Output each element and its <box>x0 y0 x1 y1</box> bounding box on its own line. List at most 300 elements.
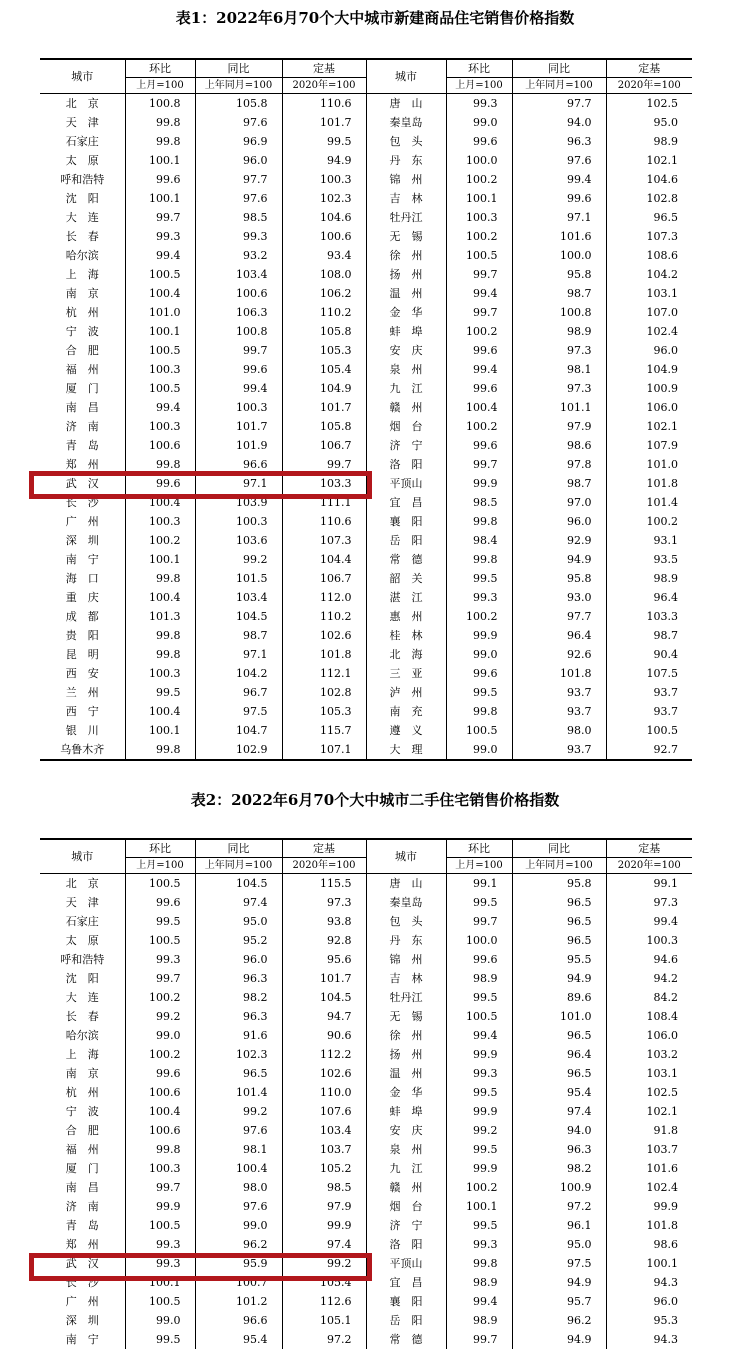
fixed-value-2: 107.5 <box>606 664 692 683</box>
mom-value: 100.1 <box>125 721 195 740</box>
fixed-value-2: 84.2 <box>606 988 692 1007</box>
mom-value-2: 99.3 <box>446 1064 512 1083</box>
yoy-value-2: 95.8 <box>512 569 606 588</box>
table-row <box>40 607 692 626</box>
yoy-value-2: 94.9 <box>512 1330 606 1349</box>
yoy-value: 97.6 <box>195 1121 282 1140</box>
city-name-2: 安 庆 <box>366 341 446 360</box>
yoy-value: 97.1 <box>195 645 282 664</box>
city-name: 石家庄 <box>40 132 125 151</box>
mom-value: 100.1 <box>125 550 195 569</box>
mom-value-2: 99.6 <box>446 341 512 360</box>
mom-value: 100.6 <box>125 1121 195 1140</box>
city-name: 厦 门 <box>40 379 125 398</box>
yoy-value: 96.9 <box>195 132 282 151</box>
table-row <box>40 170 692 189</box>
mom-value: 100.6 <box>125 1083 195 1102</box>
table-row <box>40 322 692 341</box>
fixed-value: 101.7 <box>282 398 366 417</box>
fixed-value-2: 98.7 <box>606 626 692 645</box>
yoy-value-2: 92.6 <box>512 645 606 664</box>
fixed-value: 108.0 <box>282 265 366 284</box>
fixed-value-2: 102.1 <box>606 1102 692 1121</box>
yoy-value: 97.7 <box>195 170 282 189</box>
mom-value-2: 99.3 <box>446 588 512 607</box>
city-name: 天 津 <box>40 893 125 912</box>
mom-value-2: 99.8 <box>446 702 512 721</box>
city-name: 银 川 <box>40 721 125 740</box>
table-row <box>40 1178 692 1197</box>
fixed-value: 97.9 <box>282 1197 366 1216</box>
header-yoy: 同比 <box>195 839 282 858</box>
yoy-value-2: 97.3 <box>512 379 606 398</box>
table-row <box>40 189 692 208</box>
header-mom: 环比 <box>125 59 195 78</box>
yoy-value-2: 93.7 <box>512 740 606 760</box>
header-fixed-2: 定基 <box>606 839 692 858</box>
mom-value: 100.2 <box>125 988 195 1007</box>
mom-value: 100.3 <box>125 664 195 683</box>
fixed-value: 105.3 <box>282 341 366 360</box>
yoy-value-2: 97.8 <box>512 455 606 474</box>
header-yoy: 同比 <box>195 59 282 78</box>
fixed-value-2: 93.1 <box>606 531 692 550</box>
city-name: 太 原 <box>40 151 125 170</box>
yoy-value-2: 100.0 <box>512 246 606 265</box>
mom-value-2: 99.7 <box>446 1330 512 1349</box>
table-row <box>40 1102 692 1121</box>
mom-value-2: 100.2 <box>446 227 512 246</box>
fixed-value: 104.9 <box>282 379 366 398</box>
yoy-value-2: 97.6 <box>512 151 606 170</box>
yoy-value-2: 96.5 <box>512 1026 606 1045</box>
fixed-value: 97.2 <box>282 1330 366 1349</box>
header-yoy-base-2: 上年同月=100 <box>512 858 606 874</box>
fixed-value: 93.4 <box>282 246 366 265</box>
fixed-value-2: 101.8 <box>606 1216 692 1235</box>
header-yoy-base-2: 上年同月=100 <box>512 78 606 94</box>
city-name-2: 唐 山 <box>366 874 446 894</box>
fixed-value: 97.3 <box>282 893 366 912</box>
city-name-2: 遵 义 <box>366 721 446 740</box>
mom-value: 101.3 <box>125 607 195 626</box>
city-name: 广 州 <box>40 512 125 531</box>
mom-value-2: 99.4 <box>446 1292 512 1311</box>
mom-value: 99.8 <box>125 1140 195 1159</box>
fixed-value-2: 108.4 <box>606 1007 692 1026</box>
yoy-value: 100.6 <box>195 284 282 303</box>
yoy-value: 101.5 <box>195 569 282 588</box>
yoy-value-2: 95.8 <box>512 874 606 894</box>
yoy-value-2: 94.0 <box>512 113 606 132</box>
table-row <box>40 683 692 702</box>
table-row <box>40 740 692 760</box>
city-name-2: 三 亚 <box>366 664 446 683</box>
yoy-value-2: 98.9 <box>512 322 606 341</box>
mom-value-2: 99.8 <box>446 512 512 531</box>
yoy-value-2: 97.0 <box>512 493 606 512</box>
table-row <box>40 912 692 931</box>
fixed-value-2: 96.0 <box>606 1292 692 1311</box>
highlight-box-wuhan-second-hand <box>29 1253 372 1281</box>
mom-value-2: 99.5 <box>446 893 512 912</box>
mom-value-2: 99.1 <box>446 874 512 894</box>
yoy-value: 102.9 <box>195 740 282 760</box>
table-row <box>40 1007 692 1026</box>
city-name-2: 平顶山 <box>366 1254 446 1273</box>
yoy-value: 98.1 <box>195 1140 282 1159</box>
yoy-value-2: 96.0 <box>512 512 606 531</box>
yoy-value-2: 101.8 <box>512 664 606 683</box>
city-name-2: 丹 东 <box>366 151 446 170</box>
fixed-value-2: 100.9 <box>606 379 692 398</box>
fixed-value: 102.6 <box>282 1064 366 1083</box>
yoy-value-2: 94.9 <box>512 1273 606 1292</box>
fixed-value: 105.2 <box>282 1159 366 1178</box>
city-name: 北 京 <box>40 874 125 894</box>
fixed-value: 103.7 <box>282 1140 366 1159</box>
table1-body <box>40 94 692 761</box>
yoy-value: 106.3 <box>195 303 282 322</box>
table-row <box>40 151 692 170</box>
city-name-2: 烟 台 <box>366 417 446 436</box>
city-name: 南 宁 <box>40 1330 125 1349</box>
fixed-value-2: 104.9 <box>606 360 692 379</box>
fixed-value: 110.6 <box>282 94 366 114</box>
fixed-value-2: 96.0 <box>606 341 692 360</box>
mom-value: 99.8 <box>125 113 195 132</box>
fixed-value: 112.1 <box>282 664 366 683</box>
mom-value: 100.5 <box>125 265 195 284</box>
mom-value-2: 100.2 <box>446 607 512 626</box>
city-name-2: 赣 州 <box>366 1178 446 1197</box>
mom-value: 99.8 <box>125 569 195 588</box>
city-name: 天 津 <box>40 113 125 132</box>
yoy-value: 99.2 <box>195 1102 282 1121</box>
header-fixed-base: 2020年=100 <box>282 858 366 874</box>
mom-value: 99.6 <box>125 170 195 189</box>
city-name: 沈 阳 <box>40 189 125 208</box>
city-name: 杭 州 <box>40 1083 125 1102</box>
fixed-value-2: 98.9 <box>606 569 692 588</box>
city-name: 青 岛 <box>40 436 125 455</box>
fixed-value: 115.5 <box>282 874 366 894</box>
city-name-2: 徐 州 <box>366 246 446 265</box>
table-row <box>40 1026 692 1045</box>
fixed-value-2: 101.0 <box>606 455 692 474</box>
city-name-2: 吉 林 <box>366 969 446 988</box>
yoy-value-2: 89.6 <box>512 988 606 1007</box>
yoy-value: 101.7 <box>195 417 282 436</box>
city-name: 沈 阳 <box>40 969 125 988</box>
yoy-value: 100.3 <box>195 512 282 531</box>
mom-value: 99.8 <box>125 626 195 645</box>
fixed-value: 101.8 <box>282 645 366 664</box>
fixed-value-2: 108.6 <box>606 246 692 265</box>
header-mom-2: 环比 <box>446 839 512 858</box>
header-city-2: 城市 <box>366 59 446 94</box>
city-name-2: 包 头 <box>366 912 446 931</box>
city-name: 贵 阳 <box>40 626 125 645</box>
table-row <box>40 1311 692 1330</box>
city-name: 南 昌 <box>40 398 125 417</box>
yoy-value: 95.2 <box>195 931 282 950</box>
city-name: 西 安 <box>40 664 125 683</box>
mom-value: 101.0 <box>125 303 195 322</box>
header-city-2: 城市 <box>366 839 446 874</box>
table-row <box>40 988 692 1007</box>
table-row <box>40 1121 692 1140</box>
yoy-value: 100.3 <box>195 398 282 417</box>
fixed-value-2: 93.7 <box>606 683 692 702</box>
mom-value: 100.5 <box>125 379 195 398</box>
fixed-value: 107.1 <box>282 740 366 760</box>
city-name: 石家庄 <box>40 912 125 931</box>
yoy-value-2: 97.3 <box>512 341 606 360</box>
city-name-2: 泸 州 <box>366 683 446 702</box>
city-name: 南 宁 <box>40 550 125 569</box>
mom-value: 100.2 <box>125 1045 195 1064</box>
city-name-2: 牡丹江 <box>366 988 446 1007</box>
city-name: 合 肥 <box>40 1121 125 1140</box>
mom-value: 99.6 <box>125 893 195 912</box>
city-name-2: 襄 阳 <box>366 512 446 531</box>
mom-value-2: 98.9 <box>446 1273 512 1292</box>
mom-value: 99.0 <box>125 1026 195 1045</box>
fixed-value: 110.0 <box>282 1083 366 1102</box>
city-name-2: 济 宁 <box>366 1216 446 1235</box>
city-name: 济 南 <box>40 417 125 436</box>
header-mom-base: 上月=100 <box>125 78 195 94</box>
mom-value-2: 99.6 <box>446 950 512 969</box>
yoy-value-2: 95.0 <box>512 1235 606 1254</box>
table-row <box>40 398 692 417</box>
mom-value-2: 100.2 <box>446 170 512 189</box>
mom-value-2: 100.5 <box>446 1007 512 1026</box>
city-name-2: 扬 州 <box>366 1045 446 1064</box>
fixed-value: 111.1 <box>282 493 366 512</box>
yoy-value: 102.3 <box>195 1045 282 1064</box>
yoy-value: 97.4 <box>195 893 282 912</box>
city-name: 上 海 <box>40 265 125 284</box>
city-name: 太 原 <box>40 931 125 950</box>
yoy-value-2: 101.0 <box>512 1007 606 1026</box>
fixed-value: 107.6 <box>282 1102 366 1121</box>
mom-value-2: 99.7 <box>446 455 512 474</box>
mom-value-2: 99.4 <box>446 360 512 379</box>
yoy-value: 97.1 <box>195 474 282 493</box>
fixed-value: 93.8 <box>282 912 366 931</box>
table-row <box>40 132 692 151</box>
table-row <box>40 1140 692 1159</box>
header-fixed-base-2: 2020年=100 <box>606 858 692 874</box>
city-name: 成 都 <box>40 607 125 626</box>
table-row <box>40 645 692 664</box>
city-name-2: 蚌 埠 <box>366 322 446 341</box>
table-row <box>40 1197 692 1216</box>
fixed-value: 110.6 <box>282 512 366 531</box>
yoy-value-2: 97.5 <box>512 1254 606 1273</box>
mom-value: 99.9 <box>125 1197 195 1216</box>
mom-value-2: 100.0 <box>446 151 512 170</box>
yoy-value-2: 101.6 <box>512 227 606 246</box>
yoy-value-2: 98.2 <box>512 1159 606 1178</box>
header-city: 城市 <box>40 839 125 874</box>
yoy-value-2: 94.9 <box>512 550 606 569</box>
fixed-value: 98.5 <box>282 1178 366 1197</box>
fixed-value: 92.8 <box>282 931 366 950</box>
city-name: 郑 州 <box>40 455 125 474</box>
mom-value-2: 100.4 <box>446 398 512 417</box>
yoy-value-2: 96.2 <box>512 1311 606 1330</box>
fixed-value: 115.7 <box>282 721 366 740</box>
yoy-value-2: 99.4 <box>512 170 606 189</box>
mom-value: 100.1 <box>125 151 195 170</box>
mom-value: 99.4 <box>125 246 195 265</box>
table-row <box>40 702 692 721</box>
header-fixed: 定基 <box>282 59 366 78</box>
yoy-value: 100.4 <box>195 1159 282 1178</box>
yoy-value-2: 96.1 <box>512 1216 606 1235</box>
table-row <box>40 208 692 227</box>
yoy-value: 97.6 <box>195 189 282 208</box>
city-name: 哈尔滨 <box>40 1026 125 1045</box>
fixed-value: 105.4 <box>282 360 366 379</box>
fixed-value: 102.6 <box>282 626 366 645</box>
city-name-2: 温 州 <box>366 284 446 303</box>
table-row <box>40 512 692 531</box>
city-name-2: 南 充 <box>366 702 446 721</box>
city-name-2: 洛 阳 <box>366 1235 446 1254</box>
fixed-value: 95.6 <box>282 950 366 969</box>
yoy-value-2: 96.4 <box>512 1045 606 1064</box>
fixed-value-2: 101.4 <box>606 493 692 512</box>
city-name-2: 锦 州 <box>366 170 446 189</box>
yoy-value-2: 101.1 <box>512 398 606 417</box>
mom-value-2: 100.1 <box>446 189 512 208</box>
fixed-value: 94.7 <box>282 1007 366 1026</box>
fixed-value: 112.6 <box>282 1292 366 1311</box>
city-name-2: 平顶山 <box>366 474 446 493</box>
mom-value: 100.5 <box>125 1292 195 1311</box>
mom-value: 99.5 <box>125 1330 195 1349</box>
mom-value-2: 99.8 <box>446 1254 512 1273</box>
table-row <box>40 284 692 303</box>
mom-value-2: 99.5 <box>446 1083 512 1102</box>
fixed-value-2: 101.6 <box>606 1159 692 1178</box>
fixed-value: 112.0 <box>282 588 366 607</box>
mom-value-2: 99.9 <box>446 474 512 493</box>
yoy-value-2: 96.3 <box>512 1140 606 1159</box>
mom-value-2: 100.3 <box>446 208 512 227</box>
mom-value-2: 100.2 <box>446 417 512 436</box>
fixed-value-2: 100.3 <box>606 931 692 950</box>
fixed-value-2: 95.3 <box>606 1311 692 1330</box>
city-name: 厦 门 <box>40 1159 125 1178</box>
yoy-value: 96.6 <box>195 1311 282 1330</box>
city-name: 青 岛 <box>40 1216 125 1235</box>
mom-value: 99.4 <box>125 398 195 417</box>
city-name-2: 北 海 <box>366 645 446 664</box>
header-fixed-2: 定基 <box>606 59 692 78</box>
fixed-value: 100.3 <box>282 170 366 189</box>
mom-value-2: 99.6 <box>446 132 512 151</box>
mom-value-2: 99.7 <box>446 303 512 322</box>
fixed-value-2: 103.3 <box>606 607 692 626</box>
mom-value-2: 100.1 <box>446 1197 512 1216</box>
table-row <box>40 360 692 379</box>
header-yoy-base: 上年同月=100 <box>195 858 282 874</box>
fixed-value: 104.6 <box>282 208 366 227</box>
table-row <box>40 1292 692 1311</box>
mom-value: 99.5 <box>125 683 195 702</box>
yoy-value-2: 98.6 <box>512 436 606 455</box>
city-name-2: 韶 关 <box>366 569 446 588</box>
yoy-value-2: 100.9 <box>512 1178 606 1197</box>
yoy-value: 95.4 <box>195 1330 282 1349</box>
yoy-value: 100.8 <box>195 322 282 341</box>
city-name: 合 肥 <box>40 341 125 360</box>
city-name: 武 汉 <box>40 1254 125 1273</box>
fixed-value: 99.7 <box>282 455 366 474</box>
yoy-value: 101.9 <box>195 436 282 455</box>
mom-value: 100.4 <box>125 284 195 303</box>
mom-value-2: 99.3 <box>446 94 512 114</box>
fixed-value-2: 90.4 <box>606 645 692 664</box>
city-name-2: 湛 江 <box>366 588 446 607</box>
table-row <box>40 1083 692 1102</box>
yoy-value: 104.5 <box>195 607 282 626</box>
city-name: 杭 州 <box>40 303 125 322</box>
yoy-value-2: 99.6 <box>512 189 606 208</box>
city-name-2: 宜 昌 <box>366 1273 446 1292</box>
mom-value-2: 98.9 <box>446 1311 512 1330</box>
fixed-value-2: 93.7 <box>606 702 692 721</box>
header-fixed: 定基 <box>282 839 366 858</box>
yoy-value-2: 97.1 <box>512 208 606 227</box>
yoy-value: 98.7 <box>195 626 282 645</box>
mom-value: 99.8 <box>125 645 195 664</box>
mom-value: 100.3 <box>125 1159 195 1178</box>
mom-value: 100.6 <box>125 436 195 455</box>
mom-value: 100.5 <box>125 874 195 894</box>
fixed-value-2: 99.9 <box>606 1197 692 1216</box>
yoy-value: 95.9 <box>195 1254 282 1273</box>
city-name-2: 金 华 <box>366 303 446 322</box>
fixed-value: 103.3 <box>282 474 366 493</box>
city-name-2: 大 理 <box>366 740 446 760</box>
yoy-value: 99.6 <box>195 360 282 379</box>
table-row <box>40 246 692 265</box>
city-name: 深 圳 <box>40 1311 125 1330</box>
mom-value-2: 99.0 <box>446 645 512 664</box>
yoy-value-2: 96.5 <box>512 931 606 950</box>
city-name-2: 吉 林 <box>366 189 446 208</box>
yoy-value: 91.6 <box>195 1026 282 1045</box>
table-row <box>40 1064 692 1083</box>
mom-value: 100.4 <box>125 588 195 607</box>
yoy-value-2: 94.9 <box>512 969 606 988</box>
city-name-2: 宜 昌 <box>366 493 446 512</box>
city-name-2: 丹 东 <box>366 931 446 950</box>
city-name: 福 州 <box>40 360 125 379</box>
city-name: 南 昌 <box>40 1178 125 1197</box>
mom-value: 100.5 <box>125 931 195 950</box>
city-name-2: 温 州 <box>366 1064 446 1083</box>
city-name-2: 泉 州 <box>366 1140 446 1159</box>
mom-value: 100.5 <box>125 341 195 360</box>
mom-value: 99.2 <box>125 1007 195 1026</box>
